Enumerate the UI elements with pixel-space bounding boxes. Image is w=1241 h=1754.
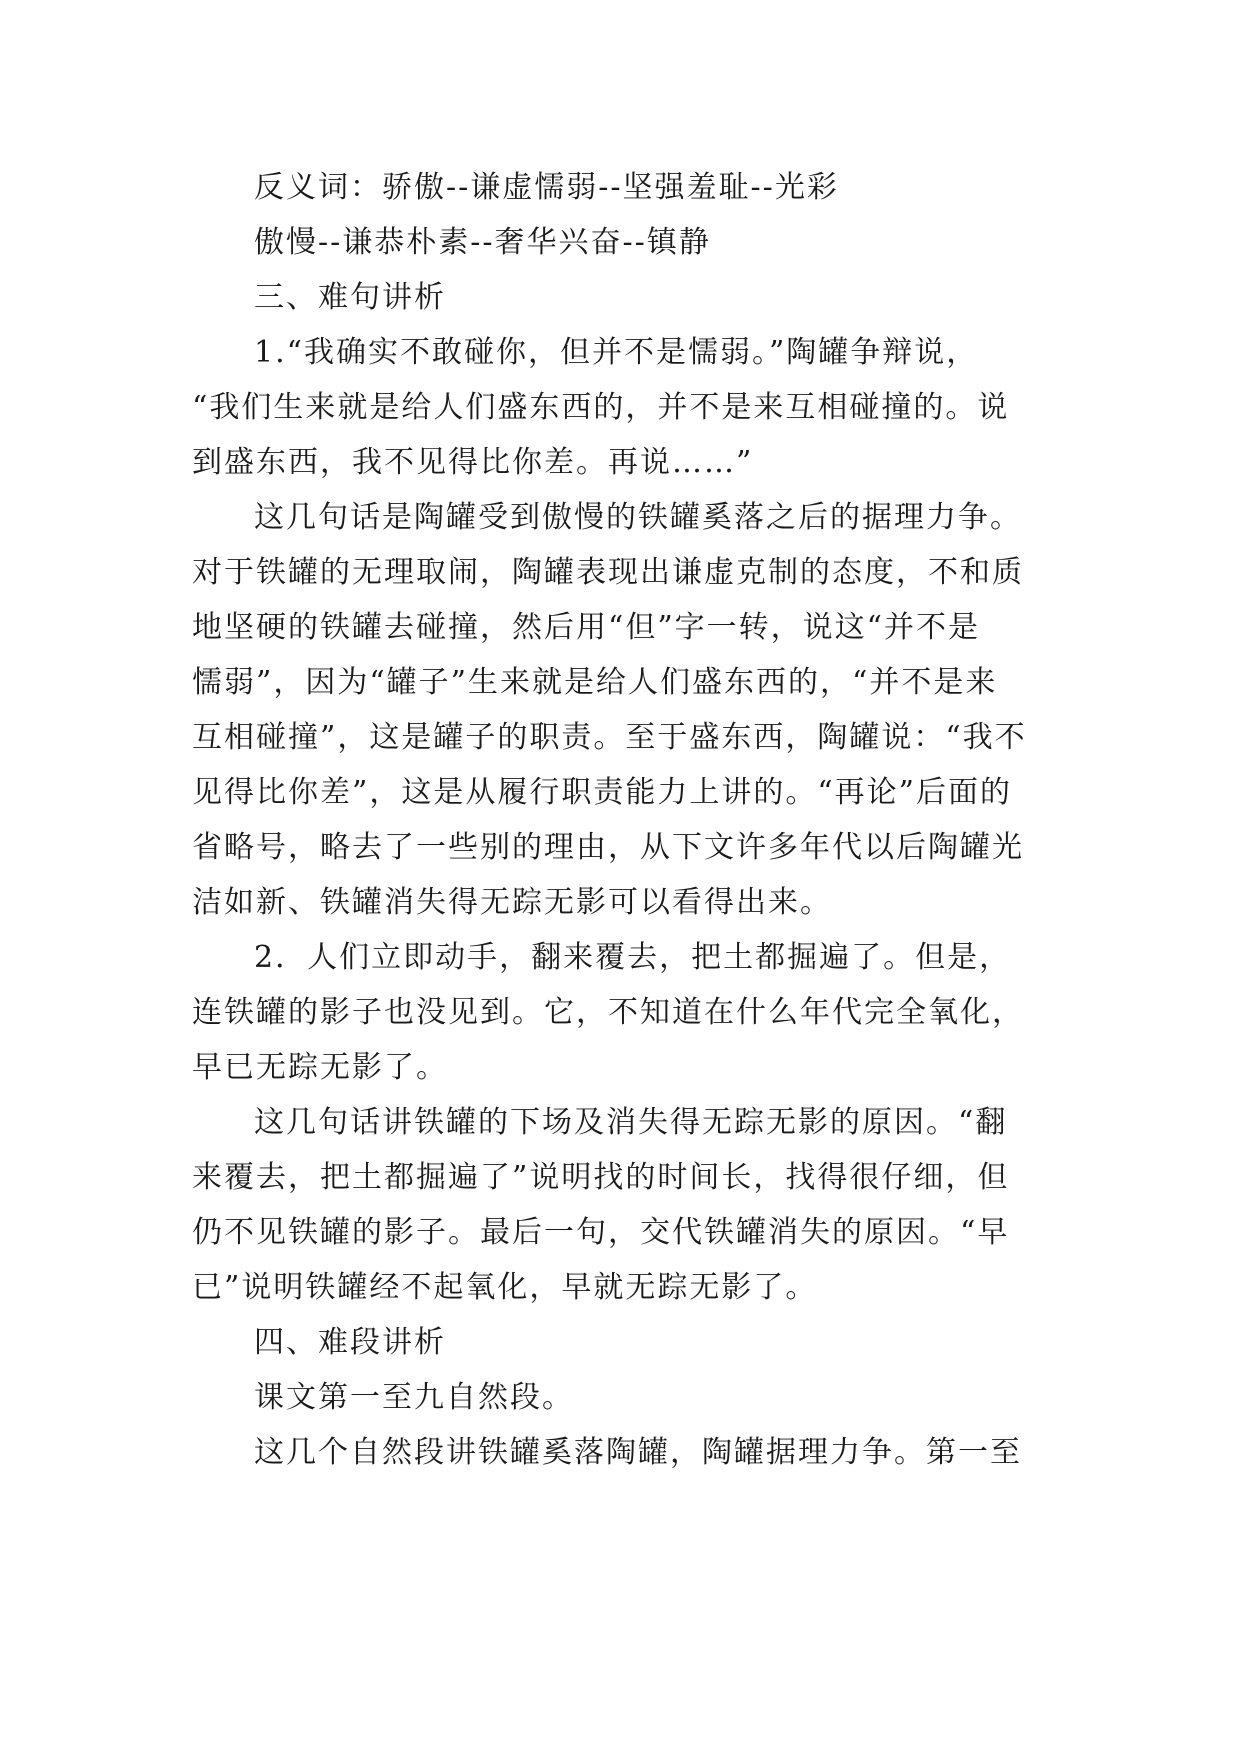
text-line: 2．人们立即动手，翻来覆去，把土都掘遍了。但是，	[254, 940, 1012, 975]
text-line: 三、难句讲析	[254, 280, 446, 315]
analysis-paragraph-1	[192, 490, 1072, 930]
text-line: 到盛东西，我不见得比你差。再说……”	[192, 445, 754, 480]
text-line: 来覆去，把土都掘遍了”说明找的时间长，找得很仔细，但	[192, 1160, 1010, 1195]
text-line: 傲慢--谦恭朴素--奢华兴奋--镇静	[254, 225, 711, 260]
text-line: 对于铁罐的无理取闹，陶罐表现出谦虚克制的态度，不和质	[192, 555, 1024, 590]
text-line: 反义词：骄傲--谦虚懦弱--坚强羞耻--光彩	[254, 170, 839, 205]
text-line: 互相碰撞”，这是罐子的职责。至于盛东西，陶罐说：“我不	[192, 720, 1027, 755]
text-line: 地坚硬的铁罐去碰撞，然后用“但”字一转，说这“并不是	[192, 610, 981, 645]
text-line: 这几句话讲铁罐的下场及消失得无踪无影的原因。“翻	[254, 1105, 1008, 1140]
text-line: 洁如新、铁罐消失得无踪无影可以看得出来。	[192, 885, 832, 920]
text-line: 四、难段讲析	[254, 1325, 446, 1360]
text-line: 省略号，略去了一些别的理由，从下文许多年代以后陶罐光	[192, 830, 1024, 865]
section-heading-difficult-paragraphs	[192, 1315, 1072, 1370]
text-line: 懦弱”，因为“罐子”生来就是给人们盛东西的，“并不是来	[192, 665, 998, 700]
text-line: 仍不见铁罐的影子。最后一句，交代铁罐消失的原因。“早	[192, 1215, 1010, 1250]
antonyms-line-1	[192, 160, 1072, 215]
text-line: 课文第一至九自然段。	[254, 1380, 574, 1415]
document-body	[192, 160, 1072, 1480]
paragraph-range-note	[192, 1370, 1072, 1425]
text-line: “我们生来就是给人们盛东西的，并不是来互相碰撞的。说	[192, 390, 1010, 425]
antonyms-line-2	[192, 215, 1072, 270]
analysis-paragraph-2	[192, 1095, 1072, 1315]
text-line: 见得比你差”，这是从履行职责能力上讲的。“再论”后面的	[192, 775, 1013, 810]
text-line: 早已无踪无影了。	[192, 1050, 448, 1085]
text-line: 这几个自然段讲铁罐奚落陶罐，陶罐据理力争。第一至	[254, 1435, 1022, 1470]
text-line: 1.“我确实不敢碰你，但并不是懦弱。”陶罐争辩说，	[254, 335, 979, 370]
quoted-sentence-2	[192, 930, 1072, 1095]
text-line: 这几句话是陶罐受到傲慢的铁罐奚落之后的据理力争。	[254, 500, 1022, 535]
text-line: 连铁罐的影子也没见到。它，不知道在什么年代完全氧化，	[192, 995, 1024, 1030]
quoted-sentence-1	[192, 325, 1072, 490]
text-line: 已”说明铁罐经不起氧化，早就无踪无影了。	[192, 1270, 818, 1305]
analysis-paragraph-3	[192, 1425, 1072, 1480]
section-heading-difficult-sentences	[192, 270, 1072, 325]
